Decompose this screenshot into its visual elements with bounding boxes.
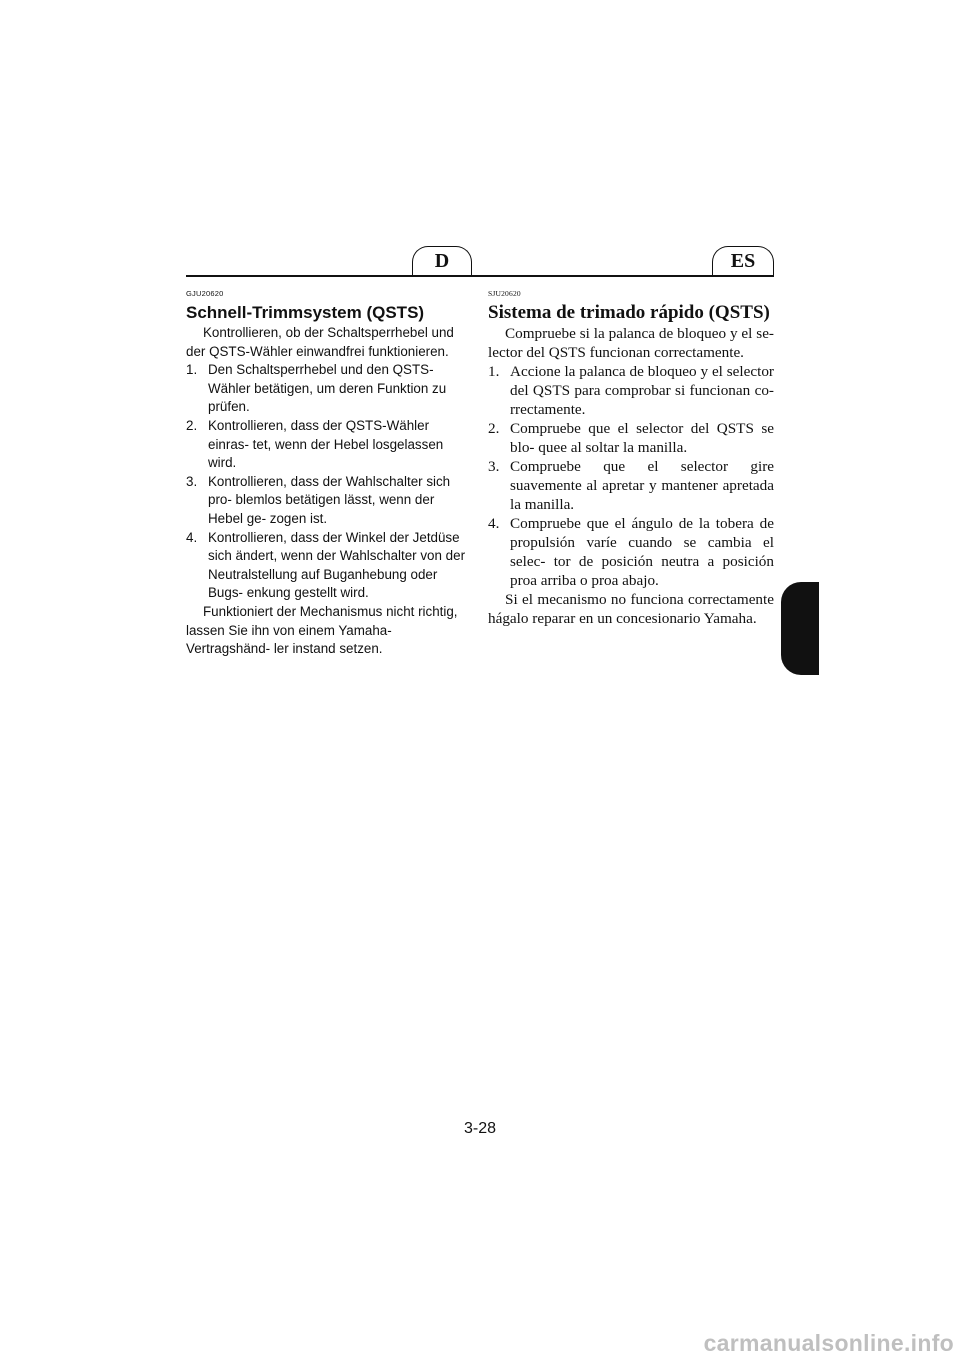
step-list-de — [186, 361, 468, 603]
step-number: 2. — [186, 417, 198, 433]
intro-paragraph-es: Compruebe si la palanca de bloqueo y el se- lector del QSTS funcionan correctamente. — [488, 325, 774, 361]
section-title-es: Sistema de trimado rápido (QSTS) — [488, 302, 770, 323]
list-item — [488, 362, 774, 419]
section-code-de: GJU20620 — [186, 289, 224, 298]
step-number: 1. — [488, 363, 500, 380]
section-code-es: SJU20620 — [488, 289, 521, 298]
step-text: Compruebe que el ángulo de la tobera de propulsión varíe cuando se cambia el selec- tor de posición neutra a posición proa arriba o proa abajo. — [510, 515, 774, 589]
step-text: Kontrollieren, dass der Wahlschalter sich pro- blemlos betätigen lässt, wenn der Hebel ge- zogen ist. — [208, 473, 451, 526]
list-item — [186, 473, 468, 529]
step-number: 4. — [186, 529, 198, 545]
chapter-side-tab — [781, 582, 819, 675]
step-text: Den Schaltsperrhebel und den QSTS-Wähler betätigen, um deren Funktion zu prüfen. — [208, 362, 447, 415]
closing-paragraph-es: Si el mecanismo no funciona correctamente hágalo reparar en un concesionario Yamaha. — [488, 591, 774, 627]
language-tab-d: D — [412, 246, 472, 276]
step-text: Accione la palanca de bloqueo y el selector del QSTS para comprobar si funcionan co- rrectamente. — [510, 363, 774, 418]
list-item — [488, 514, 774, 590]
closing-paragraph-de: Funktioniert der Mechanismus nicht richtig, lassen Sie ihn von einem Yamaha-Vertragshänd- ler instand setzen. — [186, 603, 458, 657]
step-number: 1. — [186, 362, 198, 378]
spanish-column — [488, 284, 774, 628]
step-text: Compruebe que el selector del QSTS se blo- quee al soltar la manilla. — [510, 420, 774, 456]
list-item — [186, 417, 468, 473]
step-number: 4. — [488, 515, 500, 532]
german-column — [186, 284, 468, 659]
step-number: 2. — [488, 420, 500, 437]
list-item — [186, 361, 468, 417]
step-text: Compruebe que el selector gire suavemente al apretar y mantener apretada la manilla. — [510, 458, 774, 513]
list-item — [488, 457, 774, 514]
step-text: Kontrollieren, dass der Winkel der Jetdüse sich ändert, wenn der Wahlschalter von der Neutralstellung auf Buganhebung oder Bugs- enkung gestellt wird. — [208, 529, 466, 601]
list-item — [488, 419, 774, 457]
list-item — [186, 529, 468, 603]
step-list-es — [488, 362, 774, 590]
header-rule — [186, 275, 774, 277]
section-title-de: Schnell-Trimmsystem (QSTS) — [186, 303, 425, 322]
step-number: 3. — [488, 458, 500, 475]
step-number: 3. — [186, 473, 198, 489]
language-tab-es: ES — [712, 246, 774, 276]
page-number: 3-28 — [463, 1120, 497, 1137]
step-text: Kontrollieren, dass der QSTS-Wähler einras- tet, wenn der Hebel losgelassen wird. — [208, 417, 444, 471]
watermark: carmanualsonline.info — [703, 1330, 954, 1356]
intro-paragraph-de: Kontrollieren, ob der Schaltsperrhebel und der QSTS-Wähler einwandfrei funktionieren. — [186, 325, 454, 359]
